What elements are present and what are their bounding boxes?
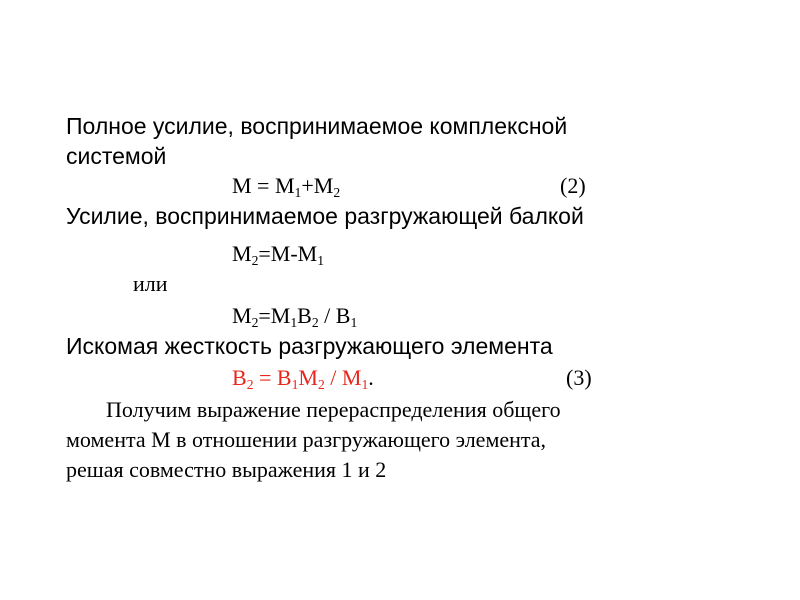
- eq3-sub-3: 2: [311, 314, 319, 330]
- text-line-full-force: Полное усилие, воспринимаемое комплексной: [66, 113, 568, 139]
- paragraph-line-1: Получим выражение перераспределения общего: [106, 397, 561, 422]
- eq4-sub-3: 2: [317, 376, 325, 392]
- eq1-sub-2: 2: [333, 184, 341, 200]
- eq3-sub-1: 2: [251, 314, 259, 330]
- eq4-period: .: [368, 365, 374, 390]
- eq2-sub-2: 1: [317, 252, 325, 268]
- text-line-system: системой: [66, 143, 167, 169]
- paragraph-line-3: решая совместно выражения 1 и 2: [66, 457, 387, 482]
- eq4-part-c: M: [298, 365, 318, 390]
- eq3-sub-2: 1: [290, 314, 298, 330]
- eq2-part-b: =M-M: [258, 241, 318, 266]
- eq2-sub-1: 2: [251, 252, 259, 268]
- equation-m2-diff: [232, 240, 324, 268]
- equation-m-sum: [232, 172, 340, 200]
- text-line-unloading-beam: Усилие, воспринимаемое разгружающей балкой: [66, 203, 584, 229]
- eq4-sub-1: 2: [246, 376, 254, 392]
- eq4-part-b: = B: [253, 365, 292, 390]
- eq1-part-a: M = M: [232, 173, 295, 198]
- eq2-part-a: M: [232, 241, 252, 266]
- text-line-stiffness: Искомая жесткость разгружающего элемента: [66, 333, 553, 359]
- equation-b2-highlighted: [232, 364, 374, 392]
- eq3-part-c: B: [297, 303, 312, 328]
- eq1-part-b: +M: [301, 173, 334, 198]
- equation-m2-ratio: [232, 302, 357, 330]
- eq4-sub-4: 1: [361, 376, 369, 392]
- eq4-sub-2: 1: [291, 376, 299, 392]
- eq1-sub-1: 1: [294, 184, 302, 200]
- eq3-part-d: / B: [318, 303, 351, 328]
- eq3-part-a: M: [232, 303, 252, 328]
- eq3-part-b: =M: [258, 303, 291, 328]
- eq4-part-d: / M: [324, 365, 362, 390]
- eq3-sub-4: 1: [350, 314, 358, 330]
- paragraph-line-2: момента M в отношении разгружающего элемента,: [66, 427, 547, 452]
- equation-number-2: (2): [560, 173, 586, 198]
- or-word: или: [133, 271, 168, 296]
- equation-number-3: (3): [566, 365, 592, 390]
- eq4-part-a: B: [232, 365, 247, 390]
